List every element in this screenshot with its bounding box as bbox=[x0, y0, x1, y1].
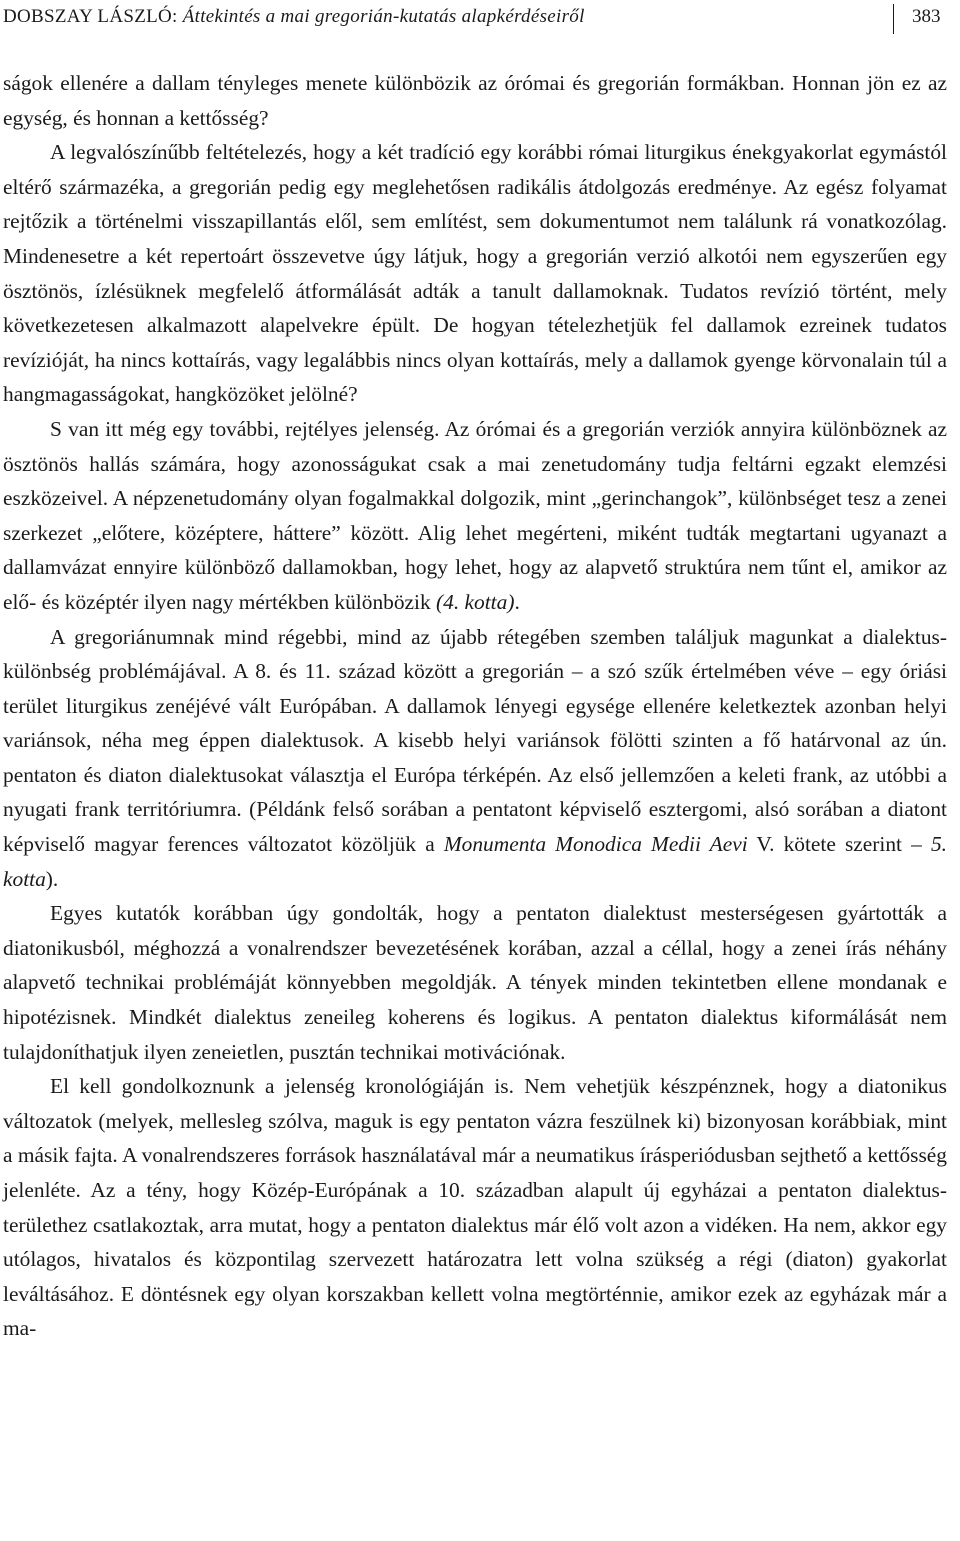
paragraph-3-mid: V. kötete szerint – bbox=[756, 832, 922, 857]
paragraph-4: Egyes kutatók korábban úgy gondolták, hogy a pentaton dialektust mesterségesen gyártották a diatonikusból, méghozzá a vonalrendszer bevezetésének korában, azzal a céllal, hogy a zenei írás néhány alapvető technikai problémáját könnyebben megoldják. A tények minden tekintetben ellene mondanak e hipotézisnek. Mindkét dialektus zeneileg koherens és logikus. A pentaton dialektus kiformálását nem tulajdoníthatjuk ilyen zeneietlen, pusztán technikai motivációnak. bbox=[3, 901, 947, 1064]
work-title: Monumenta Monodica Medii Aevi bbox=[443, 832, 748, 857]
paragraph-3-text: A gregoriánumnak mind régebbi, mind az újabb rétegében szemben találjuk magunkat a dialektus-különbség problémájával. A 8. és 11. század között a gregorián – a szó szűk értelmében véve – egy óriási terület liturgikus zenéjévé vált Európában. A dallamok lényegi egysége ellenére keletkeztek azonban helyi variánsok, néha meg éppen dialektusok. A kisebb helyi variánsok fölötti szinten a fő határvonal az ún. pentaton és diaton dialektusokat választja el Európa térképén. Az első jellemzően a keleti frank, az utóbbi a nyugati frank territóriumra. (Példánk felső sorában a pentatont képviselő esztergomi, alsó sorában a diatont képviselő magyar ferences változatot közöljük a bbox=[3, 624, 947, 857]
paragraph-1-main: A legvalószínűbb feltételezés, hogy a két tradíció egy korábbi római liturgikus énekgyakorlat egymástól eltérő származéka, a gregorián pedig egy meglehetősen radikális átdolgozás eredménye. Az egész folyamat rejtőzik a történelmi visszapillantás elől, sem említést, sem dokumentumot nem találunk rá vonatkozólag. Mindenesetre a két repertoárt összevetve úgy látjuk, hogy a gregorián verzió alkotói nem egyszerűen egy ösztönös, ízlésüknek megfelelő átformálását adták a tanult dallamoknak. Tudatos revízió történt, mely következetesen alkalmazott alapelvekre épült. De hogyan tételezhetjük fel dallamok ezreinek tudatos revízióját, ha nincs kottaírás, vagy legalábbis nincs olyan kottaírás, mely a dallamok gyenge körvonalain túl a hangmagasságokat, hangközöket jelölné? bbox=[3, 140, 947, 407]
paragraph-3-end: ). bbox=[45, 866, 59, 891]
paragraph-2 bbox=[3, 412, 947, 620]
author-name: DOBSZAY LÁSZLÓ: bbox=[3, 6, 178, 27]
figure-reference-4: (4. kotta) bbox=[436, 589, 515, 614]
paragraph-1-continuation: ságok ellenére a dallam tényleges menete különbözik az órómai és gregorián formákban. Honnan jön ez az egység, és honnan a kettősség? bbox=[3, 71, 947, 130]
running-head bbox=[0, 0, 960, 38]
figure-reference-5: 5. kotta bbox=[3, 832, 947, 891]
paragraph-2-text: S van itt még egy további, rejtélyes jelenség. Az órómai és a gregorián verziók annyira különböznek az ösztönös hallás számára, hogy azonosságukat csak a mai zenetudomány tudja feltárni egzakt elemzési eszközeivel. A népzenetudomány olyan fogalmakkal dolgozik, mint „gerinchangok”, különbséget tesz a zenei szerkezet „előtere, középtere, háttere” között. Alig lehet megérteni, miként tudták megtartani ugyanazt a dallamvázat ennyire különböző dallamokban, hogy lehet, hogy az alapvető struktúra nem tűnt el, amikor az elő- és középtér ilyen nagy mértékben különbözik bbox=[3, 416, 947, 614]
page-number: 383 bbox=[912, 6, 941, 27]
article-title: Áttekintés a mai gregorián-kutatás alapkérdéseiről bbox=[182, 6, 585, 27]
header-divider bbox=[893, 4, 894, 34]
paragraph-3 bbox=[3, 620, 947, 897]
paragraph-2-end: . bbox=[514, 589, 520, 614]
body-text bbox=[3, 66, 947, 1346]
paragraph-5: El kell gondolkoznunk a jelenség kronológiáján is. Nem vehetjük készpénznek, hogy a diatonikus változatok (melyek, mellesleg szólva, maguk is egy pentaton vázra feszülnek ki) bizonyosan korábbiak, mint a másik fajta. A vonalrendszeres források használatával már a neumatikus írásperiódusban sejthető a kettősség jelenléte. Az a tény, hogy Közép-Európának a 10. században alapult új egyházai a pentaton dialektus-területhez csatlakoztak, arra mutat, hogy a pentaton dialektus már élő volt azon a vidéken. Ha nem, akkor egy utólagos, hivatalos és központilag szervezett határozatra lett volna szükség a régi (diaton) gyakorlat leváltásához. E döntésnek egy olyan korszakban kellett volna megtörténnie, amikor ezek az egyházak már a ma- bbox=[3, 1074, 947, 1341]
running-head-title bbox=[3, 4, 585, 30]
paragraph-1 bbox=[3, 66, 947, 412]
